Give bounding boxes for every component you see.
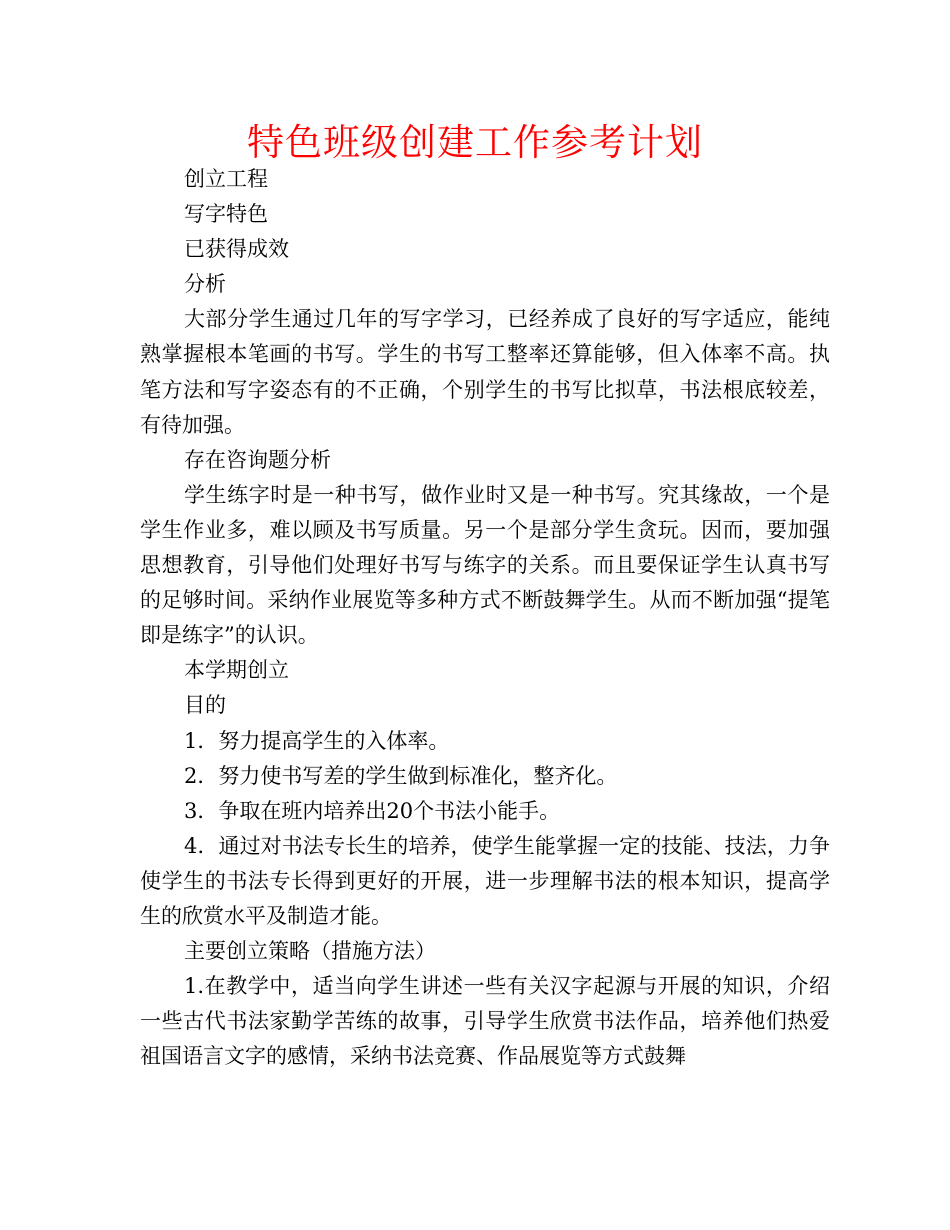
heading-problem-analysis: 存在咨询题分析: [184, 447, 331, 472]
heading-writing-feature: 写字特色: [184, 202, 268, 227]
heading-analysis: 分析: [184, 272, 226, 297]
heading-goals: 目的: [184, 693, 226, 718]
document-title: 特色班级创建工作参考计划: [247, 121, 703, 164]
heading-semester: 本学期创立: [184, 658, 289, 683]
heading-achievements: 已获得成效: [184, 237, 289, 262]
strategy-item-1: 1.在教学中，适当向学生讲述一些有关汉字起源与开展的知识，介绍一些古代书法家勤学苦练的故事，引导学生欣赏书法作品，培养他们热爱祖国语言文字的感情，采纳书法竞赛、作品展览等方式鼓舞: [140, 974, 830, 1069]
heading-project: 创立工程: [184, 167, 268, 191]
paragraph-problem-analysis: 学生练字时是一种书写，做作业时又是一种书写。究其缘故，一个是学生作业多，难以顾及书写质量。另一个是部分学生贪玩。因而，要加强思想教育，引导他们处理好书写与练字的关系。而且要保证学生认真书写的足够时间。采纳作业展览等多种方式不断鼓舞学生。从而不断加强“提笔即是练字”的认识。: [140, 482, 830, 648]
goal-item-1: 1．努力提高学生的入体率。: [184, 728, 450, 753]
document-body: [140, 162, 830, 1074]
goal-item-2: 2．努力使书写差的学生做到标准化，整齐化。: [184, 763, 618, 788]
heading-strategies: 主要创立策略（措施方法）: [184, 939, 436, 964]
paragraph-analysis: 大部分学生通过几年的写字学习，已经养成了良好的写字适应，能纯熟掌握根本笔画的书写。学生的书写工整率还算能够，但入体率不高。执笔方法和写字姿态有的不正确，个别学生的书写比拟草，书法根底较差，有待加强。: [140, 307, 830, 437]
goal-item-4: 4．通过对书法专长生的培养，使学生能掌握一定的技能、技法，力争使学生的书法专长得到更好的开展，进一步理解书法的根本知识，提高学生的欣赏水平及制造才能。: [140, 833, 830, 928]
goal-item-3: 3．争取在班内培养出20个书法小能手。: [184, 798, 561, 823]
